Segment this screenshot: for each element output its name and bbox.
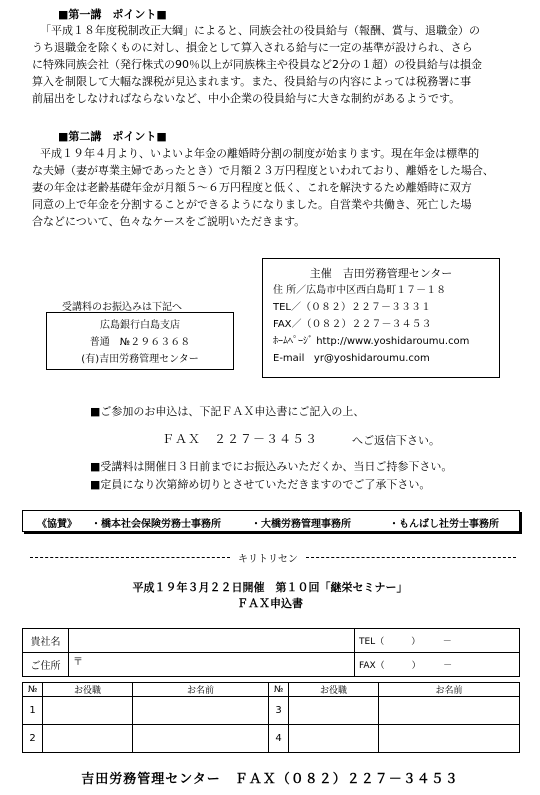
payment-bank: 広島銀行白島支店 [100,320,180,331]
text-line: 妻の年金は老齢基礎年金が月額５～６万円程度と低く、これを解決するため離婚時に双方 [32,181,472,194]
payment-account: 普通 №２９６３６８ [89,337,191,348]
organizer-address: 住 所／広島市中区西白島町１７－１８ [273,285,447,296]
col-no: № [269,683,289,697]
fax-input[interactable]: FAX（ ） － [355,653,520,677]
row-number: 4 [269,725,289,753]
row-number: 3 [269,697,289,725]
row-number: 1 [23,697,43,725]
email-link[interactable]: yr@yoshidaroumu.com [313,353,430,364]
organizer-tel: TEL／（０８２）２２７－３３３１ [273,302,431,313]
col-position: お役職 [43,683,133,697]
cooperation-label: 《協賛》 [37,519,77,530]
tel-input[interactable]: TEL（ ） － [355,629,520,653]
payment-caption: 受講料のお振込みは下記へ [62,302,182,313]
organizer-fax: FAX／（０８２）２２７－３４５３ [273,319,432,330]
position-input[interactable] [289,725,379,753]
form-attendee-table [22,682,520,753]
lecture2-heading: ■第二講 ポイント■ [58,130,167,143]
text-line: 「平成１８年度税制改正大綱」によると、同族会社の役員給与（報酬、賞与、退職金）の [40,24,480,37]
col-name: お名前 [133,683,269,697]
position-input[interactable] [43,697,133,725]
cut-line-right [306,557,516,558]
cooperation-box [22,510,520,532]
cut-line-label: キリトリセン [238,554,298,565]
col-position: お役職 [289,683,379,697]
email-label: E-mail [273,353,305,364]
col-name: お名前 [379,683,520,697]
cooperation-item: ・大橋労務管理事務所 [251,519,351,530]
text-line: に特殊同族会社（発行株式の90％以上が同族株主や役員など2分の１超）の役員給与は損金 [32,58,482,71]
name-input[interactable] [379,725,520,753]
lecture1-heading: ■第一講 ポイント■ [58,8,167,21]
cut-line-left [30,557,230,558]
homepage-link[interactable]: http://www.yoshidaroumu.com [316,336,470,347]
table-row [23,725,520,753]
notice-reply: へご返信下さい。 [352,434,440,447]
homepage-label: ﾎｰﾑﾍﾟｰｼﾞ [273,336,313,347]
form-contact-table [22,628,520,677]
lecture1-body [32,22,532,107]
position-input[interactable] [289,697,379,725]
organizer-box [262,258,500,378]
notice-apply: ■ご参加のお申込は、下記ＦＡＸ申込書にご記入の上、 [90,405,365,418]
text-line: うち退職金を除くものに対し、損金として算入される給与に一定の基準が設けられ、さら [32,41,473,54]
payment-box [46,312,234,370]
organizer-homepage [273,333,489,350]
postal-mark: 〒 [73,657,83,668]
form-subtitle: ＦＡＸ申込書 [237,597,303,610]
address-input[interactable] [69,653,355,677]
notice-fax-number: ＦＡＸ ２２７－３４５３ [162,432,319,446]
cooperation-item: ・もんばし社労士事務所 [389,519,499,530]
form-title: 平成１９年３月２２日開催 第１０回「継栄セミナー」 [132,581,408,594]
row-number: 2 [23,725,43,753]
organizer-email [273,350,489,367]
organizer-title: 主催 吉田労務管理センター [309,267,453,280]
text-line: 前届出をしなければならないなど、中小企業の役員給与に大きな制約があるようです。 [32,92,461,105]
name-input[interactable] [133,697,269,725]
text-line: 同意の上で年金を分割することができるようになりました。自営業や共働き、死亡した場 [32,198,472,211]
text-line: 算入を制限して大幅な課税が見込まれます。また、役員給与の内容によっては税務署に事 [32,75,472,88]
notice-fee: ■受講料は開催日３日前までにお振込みいただくか、当日ご持参下さい。 [90,460,453,473]
notice-capacity: ■定員になり次第締め切りとさせていただきますのでご了承下さい。 [90,478,431,491]
lecture2-body [32,145,532,230]
name-input[interactable] [133,725,269,753]
position-input[interactable] [43,725,133,753]
text-line: 平成１９年４月より、いよいよ年金の離婚時分割の制度が始まります。現在年金は標準的 [40,147,480,160]
payment-holder: (有)吉田労務管理センター [81,354,199,365]
table-row [23,697,520,725]
cooperation-item: ・橋本社会保険労務士事務所 [91,519,221,530]
address-label: ご住所 [23,653,69,677]
name-input[interactable] [379,697,520,725]
text-line: な夫婦（妻が専業主婦であったとき）で月額２３万円程度といわれており、離婚をした場合、 [32,164,494,177]
company-input[interactable] [69,629,355,653]
company-label: 貴社名 [23,629,69,653]
col-no: № [23,683,43,697]
text-line: 合などについて、色々なケースをご説明いただきます。 [32,215,306,228]
footer-contact: 吉田労務管理センター ＦＡＸ（０８２）２２７－３４５３ [81,772,459,787]
